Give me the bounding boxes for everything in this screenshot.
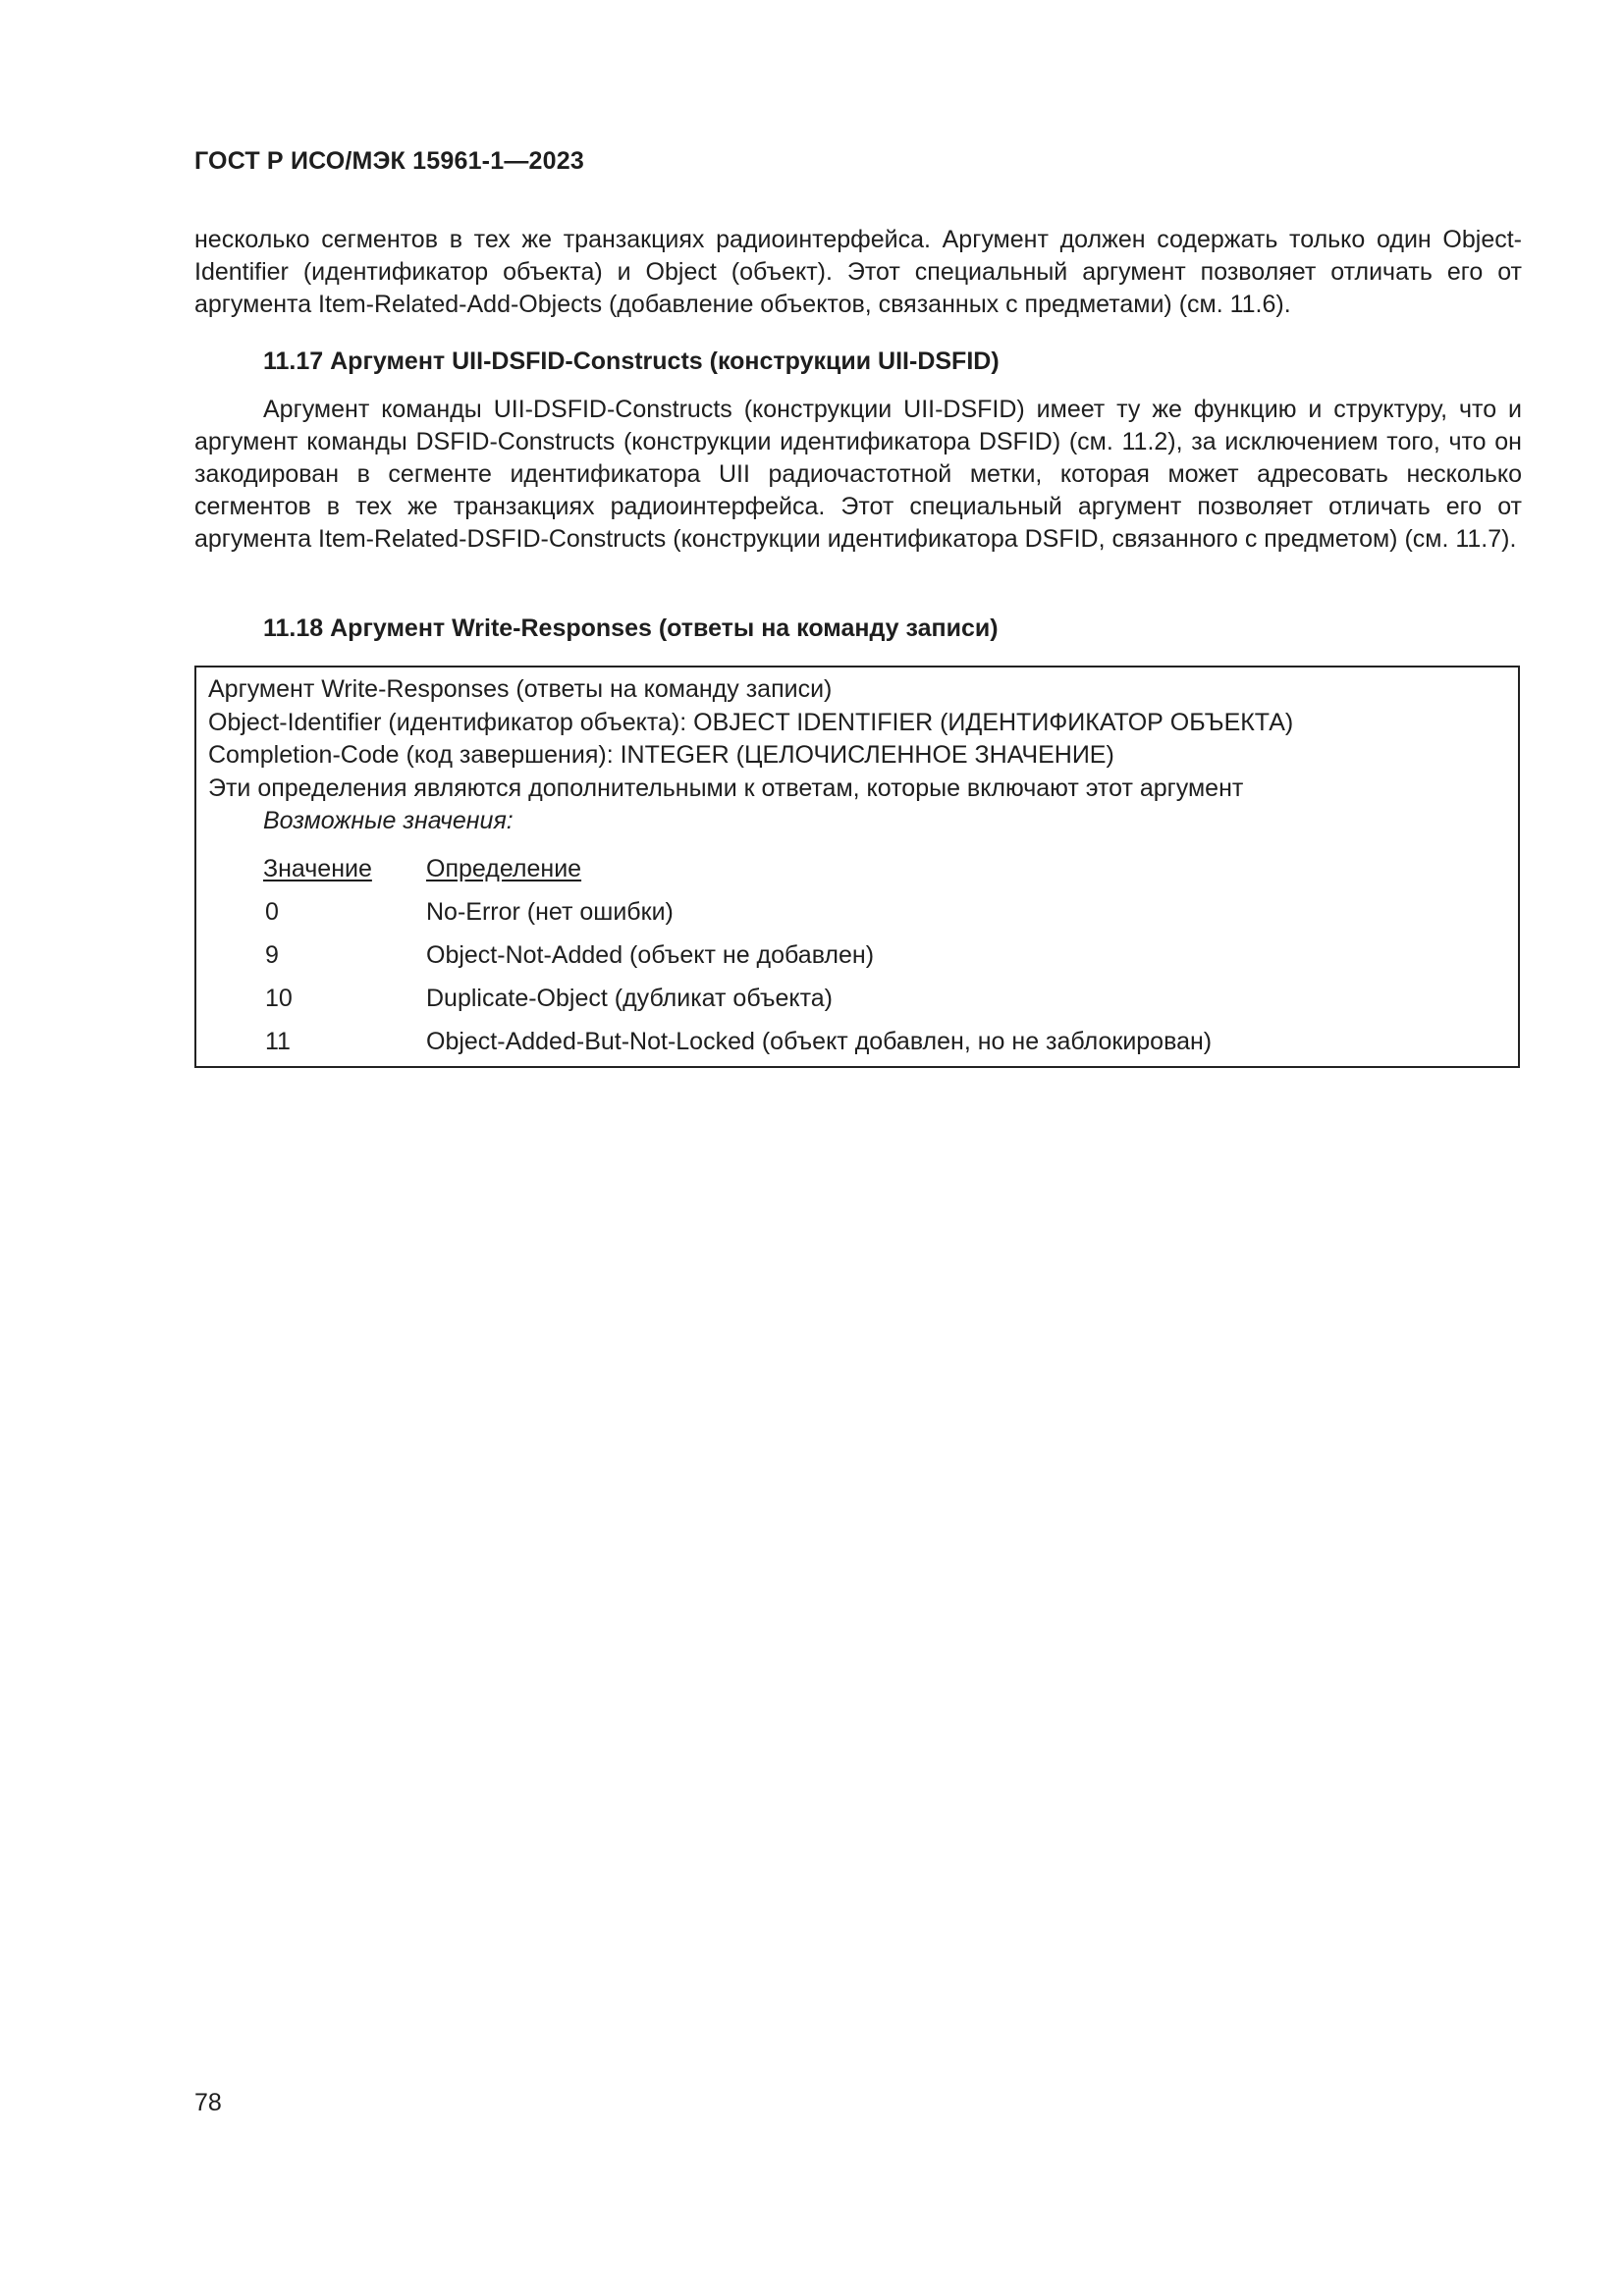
row-value: 11	[265, 1028, 291, 1055]
spec-line-definitions-note: Эти определения являются дополнительными к ответам, которые включают этот аргумент	[208, 774, 1244, 802]
header-value: Значение	[263, 855, 372, 882]
row-definition: Duplicate-Object (дубликат объекта)	[426, 985, 833, 1012]
row-definition: No-Error (нет ошибки)	[426, 898, 674, 926]
section-11-17-heading: 11.17 Аргумент UII-DSFID-Constructs (конструкции UII-DSFID)	[263, 347, 1000, 375]
table-row	[263, 978, 1212, 1021]
spec-line-argument: Аргумент Write-Responses (ответы на команду записи)	[208, 675, 833, 703]
row-value: 9	[265, 941, 279, 969]
possible-values-label: Возможные значения:	[263, 807, 514, 834]
spec-line-completion-code: Completion-Code (код завершения): INTEGER (ЦЕЛОЧИСЛЕННОЕ ЗНАЧЕНИЕ)	[208, 741, 1114, 769]
page-number: 78	[194, 2089, 222, 2116]
row-value: 0	[265, 898, 279, 926]
row-definition: Object-Added-But-Not-Locked (объект добавлен, но не заблокирован)	[426, 1028, 1213, 1055]
table-row	[263, 1021, 1212, 1064]
header-definition: Определение	[426, 855, 582, 882]
intro-paragraph-block	[194, 224, 1522, 321]
write-responses-spec-box	[194, 666, 1520, 1068]
completion-code-table	[263, 848, 1212, 1064]
section-11-17-body	[194, 394, 1522, 556]
row-definition: Object-Not-Added (объект не добавлен)	[426, 941, 875, 969]
spec-line-object-identifier: Object-Identifier (идентификатор объекта): OBJECT IDENTIFIER (ИДЕНТИФИКАТОР ОБЪЕКТА)	[208, 708, 1294, 736]
intro-paragraph: несколько сегментов в тех же транзакциях радиоинтерфейса. Аргумент должен содержать только один Object-Identifier (идентификатор объекта) и Object (объект). Этот специальный аргумент позволяет отличать его от аргумента Item-Related-Add-Objects (добавление объектов, связанных с предметами) (см. 11.6).	[194, 226, 1522, 318]
table-header-cell	[263, 848, 426, 891]
standard-code-header: ГОСТ Р ИСО/МЭК 15961-1—2023	[194, 147, 584, 175]
table-header-cell	[426, 848, 1212, 891]
table-row	[263, 934, 1212, 978]
section-11-18-heading: 11.18 Аргумент Write-Responses (ответы на команду записи)	[263, 614, 999, 642]
row-value: 10	[265, 985, 293, 1012]
table-header-row	[263, 848, 1212, 891]
table-row	[263, 891, 1212, 934]
section-11-17-paragraph: Аргумент команды UII-DSFID-Constructs (конструкции UII-DSFID) имеет ту же функцию и структуру, что и аргумент команды DSFID-Constructs (конструкции идентификатора DSFID) (см. 11.2), за исключением того, что он закодирован в сегменте идентификатора UII радиочастотной метки, которая может адресовать несколько сегментов в тех же транзакциях радиоинтерфейса. Этот специальный аргумент позволяет отличать его от аргумента Item-Related-DSFID-Constructs (конструкции идентификатора DSFID, связанного с предметом) (см. 11.7).	[194, 396, 1522, 553]
